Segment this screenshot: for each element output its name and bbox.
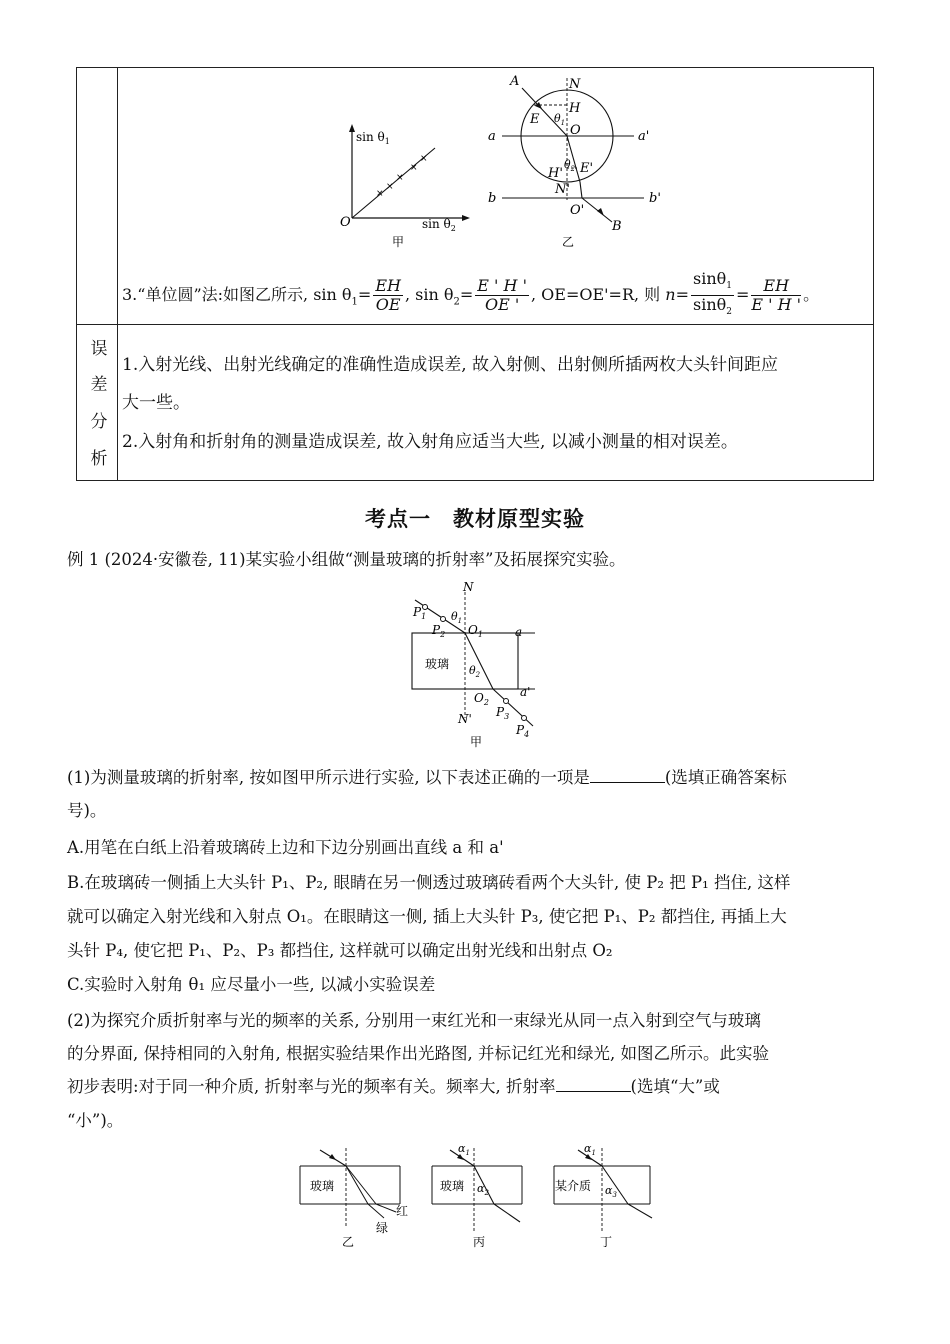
glass-label: 玻璃 — [310, 1179, 335, 1193]
table-row-divider — [76, 324, 874, 325]
error-label-char: 差 — [90, 375, 108, 395]
angle-theta2: $\theta_2$ — [564, 158, 576, 173]
line-a-label: a — [488, 129, 496, 144]
alpha1-label: $\alpha_1$ — [584, 1142, 596, 1157]
point-N: N — [569, 77, 581, 92]
x-axis-label: $\sin \theta_2$ — [422, 217, 456, 233]
data-point: × — [396, 173, 404, 183]
point-H: H — [569, 101, 581, 116]
error-line-2: 大一些。 — [122, 393, 190, 413]
question-2-line-1: (2)为探究介质折射率与光的频率的关系, 分别用一束红光和一束绿光从同一点入射到空气与玻璃 — [67, 1011, 761, 1030]
point-H-prime: H' — [548, 166, 563, 181]
figure-caption: 乙 — [342, 1235, 355, 1249]
line-b-prime-label: b' — [649, 191, 661, 206]
table-column-divider — [117, 67, 118, 481]
point-E-prime: E' — [580, 161, 594, 176]
option-B-line-1: B.在玻璃砖一侧插上大头针 P₁、P₂, 眼睛在另一侧透过玻璃砖看两个大头针, 使 P₂ 把 P₁ 挡住, 这样 — [67, 873, 791, 892]
figure-caption: 甲 — [392, 235, 405, 249]
error-label-char: 析 — [90, 449, 108, 469]
label-P1: $P_1$ — [413, 605, 427, 621]
question-2-line-3: 初步表明:对于同一种介质, 折射率与光的频率有关。频率大, 折射率 (选填“大”或 — [67, 1077, 720, 1096]
label-O1: $O_1$ — [468, 623, 483, 639]
alpha3-label: $\alpha_3$ — [605, 1184, 617, 1199]
figure-caption: 丙 — [473, 1235, 486, 1249]
label-theta1: $\theta_1$ — [451, 610, 463, 625]
error-label-char: 分 — [90, 412, 108, 432]
fraction-eh-oe: $\frac{EH}{OE}$ — [375, 276, 401, 315]
label-N: N — [463, 580, 474, 594]
fraction-ehprime-oeprime: $\frac{E ' H '}{OE '}$ — [477, 276, 527, 315]
label-P2: $P_2$ — [432, 623, 446, 639]
medium-angle-figure — [552, 1138, 662, 1250]
point-N-prime: N' — [555, 182, 570, 197]
emergent-ray — [628, 1204, 652, 1218]
line-a-prime-label: a' — [638, 129, 650, 144]
question-1-line-2: 号)。 — [67, 801, 107, 820]
red-green-light-figure — [296, 1142, 421, 1252]
green-ray — [346, 1166, 368, 1204]
question-1-line-1: (1)为测量玻璃的折射率, 按如图甲所示进行实验, 以下表述正确的一项是 (选填正确答案标 — [67, 768, 787, 787]
angle-theta1: $\theta_1$ — [554, 112, 566, 127]
emergent-ray — [494, 1204, 520, 1222]
point-B: B — [612, 219, 622, 234]
question-2-line-2: 的分界面, 保持相同的入射角, 根据实验结果作出光路图, 并标记红光和绿光, 如图乙所示。此实验 — [67, 1044, 769, 1063]
error-label-char: 误 — [90, 339, 108, 359]
medium-label: 某介质 — [555, 1179, 592, 1193]
sine-plot-figure — [330, 120, 480, 250]
unit-circle-method-text: 3.“单位圆”法:如图乙所示, $\sin \theta_1=$ $\frac{EH}{OE}$ , $\sin \theta_2=$ $\frac{E ' H '}{OE '}$ , OE=OE'=R, 则 n= $\frac{\sin\theta_1}{\sin\theta_2}$ = $\frac{EH}{E ' H '}$ 。 — [122, 270, 819, 321]
option-B-line-2: 就可以确定入射光线和入射点 O₁。在眼睛这一侧, 插上大头针 P₃, 使它把 P₁、P₂ 都挡住, 再插上大 — [67, 907, 787, 926]
pin-P4 — [522, 716, 527, 721]
alpha1-label: $\alpha_1$ — [458, 1142, 470, 1157]
error-line-3: 2.入射角和折射角的测量造成误差, 故入射角应适当大些, 以减小测量的相对误差。 — [122, 432, 738, 452]
question-2-line-4: “小”)。 — [67, 1111, 124, 1130]
point-O-prime: O' — [570, 203, 585, 218]
fraction-eh-ehprime: $\frac{EH}{E ' H '}$ — [751, 276, 802, 315]
glass-experiment-figure — [405, 578, 555, 750]
data-point: × — [420, 154, 428, 164]
example-title: 例 1 (2024·安徽卷, 11)某实验小组做“测量玻璃的折射率”及拓展探究实验。 — [67, 550, 626, 569]
data-point: × — [376, 189, 384, 199]
glass-label: 玻璃 — [425, 657, 450, 671]
glass-label: 玻璃 — [440, 1179, 465, 1193]
pin-P2 — [441, 617, 446, 622]
y-axis-label: $\sin \theta_1$ — [356, 130, 390, 146]
label-P4: $P_4$ — [516, 723, 530, 739]
figure-caption: 丁 — [600, 1235, 613, 1249]
figure-caption: 乙 — [562, 235, 575, 249]
label-N-prime: N' — [458, 712, 472, 726]
label-a-prime: a' — [520, 685, 531, 699]
unit-circle-figure — [484, 72, 674, 252]
origin-label: O — [340, 215, 351, 230]
figure-caption: 甲 — [470, 735, 483, 749]
section-heading: 考点一 教材原型实验 — [365, 507, 585, 531]
answer-blank-1[interactable] — [590, 768, 665, 783]
option-C: C.实验时入射角 θ₁ 应尽量小一些, 以减小实验误差 — [67, 975, 436, 994]
label-P3: $P_3$ — [496, 705, 510, 721]
alpha2-label: $\alpha_2$ — [477, 1182, 489, 1197]
refracted-ray — [465, 633, 493, 689]
label-a: a — [515, 625, 523, 639]
point-O: O — [570, 123, 581, 138]
fraction-sin-ratio: $\frac{\sin\theta_1}{\sin\theta_2}$ — [692, 269, 732, 318]
pin-P1 — [423, 605, 428, 610]
point-A: A — [510, 74, 520, 89]
glass-angle-figure — [428, 1138, 543, 1250]
option-A: A.用笔在白纸上沿着玻璃砖上边和下边分别画出直线 a 和 a' — [67, 838, 504, 857]
data-point: × — [386, 182, 394, 192]
green-label: 绿 — [376, 1221, 389, 1235]
red-ray — [346, 1166, 376, 1204]
label-theta2: $\theta_2$ — [469, 664, 481, 679]
point-E: E — [530, 112, 540, 127]
red-label: 红 — [396, 1204, 409, 1218]
label-O2: $O_2$ — [474, 691, 489, 707]
emergent-ray — [582, 198, 612, 222]
line-b-label: b — [488, 191, 497, 206]
data-point: × — [410, 163, 418, 173]
answer-blank-2[interactable] — [556, 1077, 631, 1092]
option-B-line-3: 头针 P₄, 使它把 P₁、P₂、P₃ 都挡住, 这样就可以确定出射光线和出射点 O₂ — [67, 941, 613, 960]
error-line-1: 1.入射光线、出射光线确定的准确性造成误差, 故入射侧、出射侧所插两枚大头针间距应 — [122, 355, 779, 375]
pin-P3 — [504, 699, 509, 704]
